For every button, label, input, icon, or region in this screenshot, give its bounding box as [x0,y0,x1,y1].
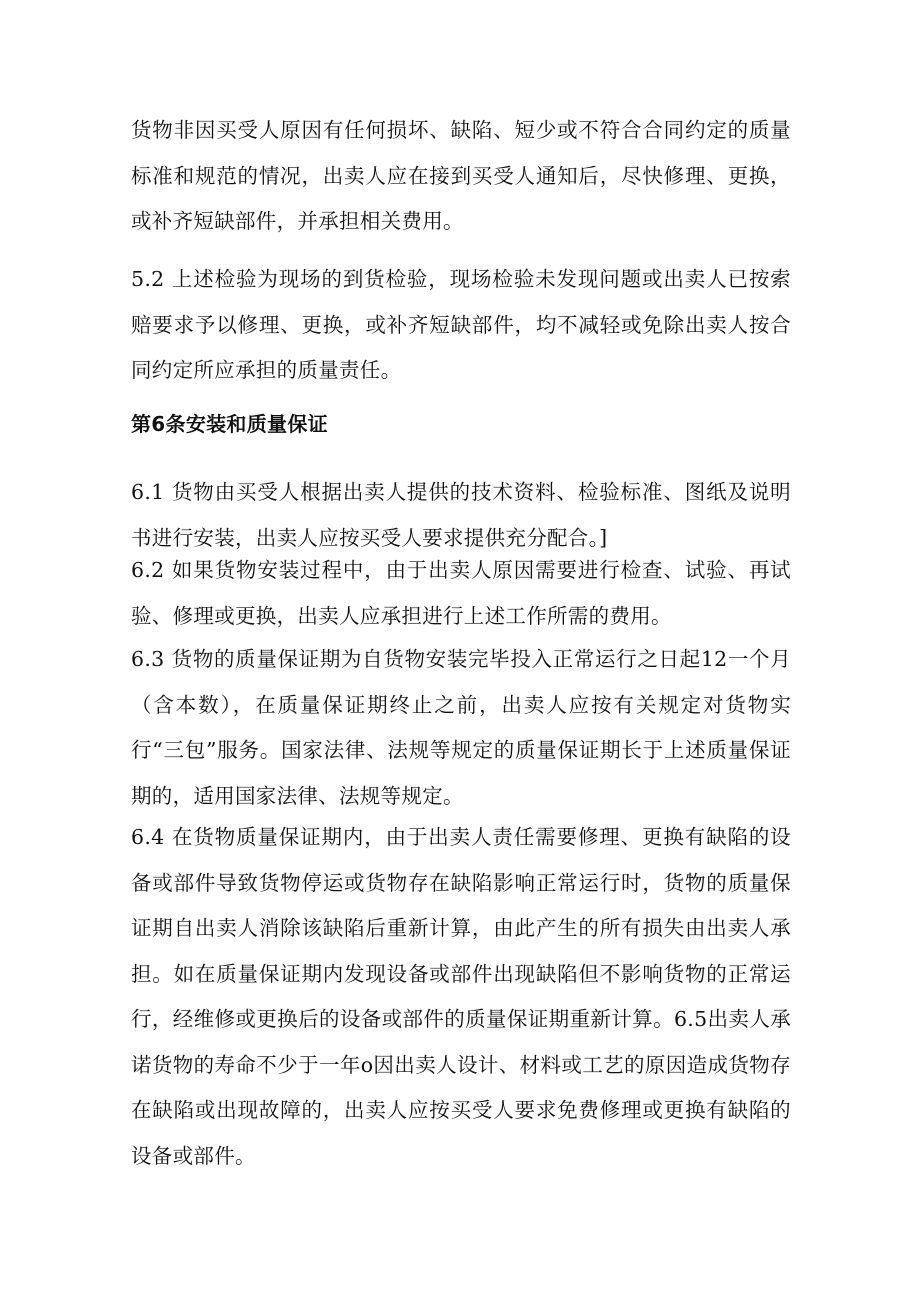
section-heading-article-6: 第6条安装和质量保证 [131,412,328,436]
paragraph-defect-handling: 货物非因买受人原因有任何损坏、缺陷、短少或不符合合同约定的质量标准和规范的情况，出卖人应在接到买受人通知后，尽快修理、更换，或补齐短缺部件，并承担相关费用。 [131,118,791,233]
paragraph-6-1: 6.1 货物由买受人根据出卖人提供的技术资料、检验标准、图纸及说明书进行安装，出卖人应按买受人要求提供充分配合。] [131,480,791,550]
paragraph-6-4-6-5: 6.4 在货物质量保证期内，由于出卖人责任需要修理、更换有缺陷的设备或部件导致货物停运或货物存在缺陷影响正常运行时，货物的质量保证期自出卖人消除该缺陷后重新计算，由此产生的所有损失由出卖人承担。如在质量保证期内发现设备或部件出现缺陷但不影响货物的正常运行，经维修或更换后的设备或部件的质量保证期重新计算。6.5出卖人承诺货物的寿命不少于一年o因出卖人设计、材料或工艺的原因造成货物存在缺陷或出现故障的，出卖人应按买受人要求免费修理或更换有缺陷的设备或部件。 [131,825,791,1168]
paragraph-5-2: 5.2 上述检验为现场的到货检验，现场检验未发现问题或出卖人已按索赔要求予以修理、更换，或补齐短缺部件，均不减轻或免除出卖人按合同约定所应承担的质量责任。 [131,267,791,382]
paragraph-6-2: 6.2 如果货物安装过程中，由于出卖人原因需要进行检查、试验、再试验、修理或更换，出卖人应承担进行上述工作所需的费用。 [131,558,791,628]
paragraph-6-3: 6.3 货物的质量保证期为自货物安装完毕投入正常运行之日起12一个月（含本数），在质量保证期终止之前，出卖人应按有关规定对货物实行“三包”服务。国家法律、法规等规定的质量保证期长于上述质量保证期的，适用国家法律、法规等规定。 [131,647,791,808]
